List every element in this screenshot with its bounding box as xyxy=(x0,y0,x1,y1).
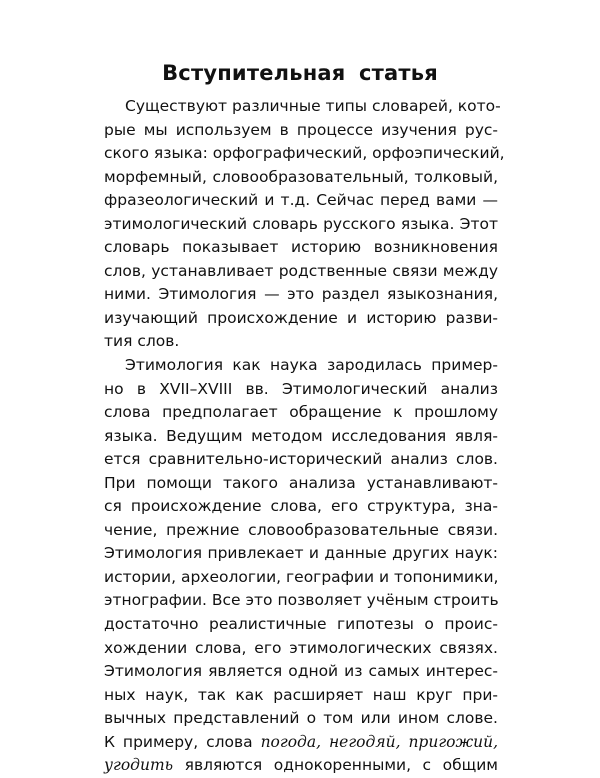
text-line: этнографии. Все это позволяет учёным строить xyxy=(104,591,499,610)
text-line: достаточно реалистичные гипотезы о проис- xyxy=(104,615,498,634)
text-line: Этимология как наука зародилась пример- xyxy=(125,356,498,375)
text-line: этимологический словарь русского языка. Этот xyxy=(104,214,498,233)
text-line: слова предполагает обращение к прошлому xyxy=(104,403,498,422)
text-line: ных наук, так как расширяет наш круг при- xyxy=(104,685,498,704)
text-line: фразеологический и т.д. Сейчас перед вами — xyxy=(104,191,498,210)
text-line: чение, прежние словообразовательные связи. xyxy=(104,520,498,539)
text-line: Существуют различные типы словарей, кото- xyxy=(125,97,501,115)
text-line: морфемный, словообразовательный, толковый, xyxy=(104,167,498,186)
text-line: словарь показывает историю возникновения xyxy=(104,238,498,257)
text-line: рые мы используем в процессе изучения рус- xyxy=(104,120,498,139)
text-line: ся происхождение слова, его структура, зна- xyxy=(104,497,498,516)
text-line: Этимология является одной из самых интерес- xyxy=(104,662,498,681)
article-body xyxy=(104,95,505,778)
text-line: языка. Ведущим методом исследования явля- xyxy=(104,426,498,445)
text-segment: К примеру, слова xyxy=(104,732,261,751)
example-word: угодить xyxy=(104,756,174,775)
paragraph-1 xyxy=(104,95,505,354)
text-line: изучающий происхождение и историю разви- xyxy=(104,308,498,327)
text-line: хождении слова, его этимологических связях. xyxy=(104,638,498,657)
example-words: погода, негодяй, пригожий, xyxy=(260,732,499,751)
text-line: тия слов. xyxy=(104,332,180,351)
paragraph-2 xyxy=(104,354,498,778)
text-line: но в XVII–XVIII вв. Этимологический анализ xyxy=(104,379,498,398)
page-title: Вступительная статья xyxy=(162,61,438,85)
text-line: вычных представлений о том или ином слове. xyxy=(104,709,498,728)
text-line: ского языка: орфографический, орфоэпический, xyxy=(104,144,505,163)
text-segment: являются однокоренными, с общим xyxy=(173,756,498,775)
text-line: ними. Этимология — это раздел языкознания, xyxy=(104,285,498,304)
text-line: слов, устанавливает родственные связи между xyxy=(104,261,498,280)
text-line: Этимология привлекает и данные других наук: xyxy=(104,544,498,563)
text-line: При помощи такого анализа устанавливают- xyxy=(104,473,498,492)
text-line-with-example xyxy=(104,731,498,755)
text-line: ется сравнительно-исторический анализ слов. xyxy=(104,450,498,469)
text-line: истории, археологии, географии и топонимики, xyxy=(104,567,499,586)
text-line-with-example xyxy=(104,754,498,778)
